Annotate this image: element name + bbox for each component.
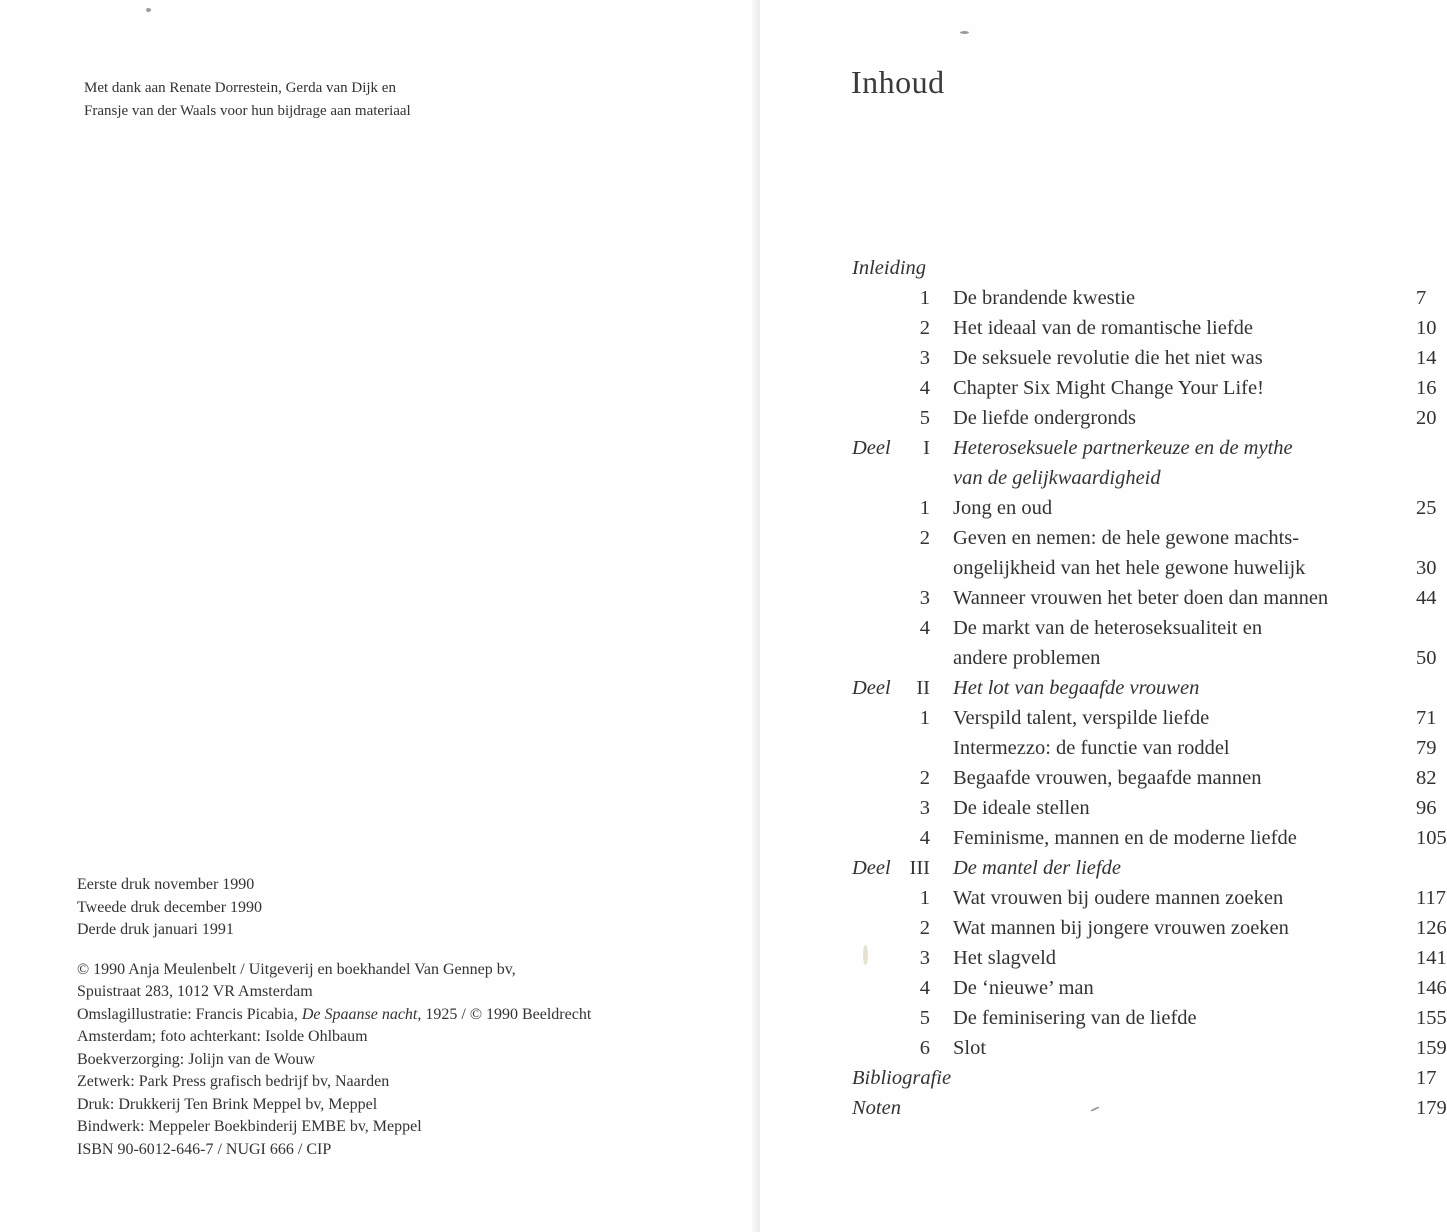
cover-credit-prefix: Omslagillustratie: Francis Picabia, (77, 1005, 302, 1023)
toc-row (0, 643, 1440, 673)
toc-chapter-number: 6 (919, 1037, 930, 1059)
credit-line: Zetwerk: Park Press grafisch bedrijf bv, Naarden (77, 1073, 390, 1090)
toc-section-label: Deel (852, 857, 891, 879)
toc-row (0, 613, 1440, 643)
toc-page-number: 79 (1416, 737, 1437, 759)
toc-page-number: 179 (1416, 1097, 1447, 1119)
paper-speck (146, 8, 151, 12)
toc-row (0, 463, 1440, 493)
toc-page-number: 14 (1416, 347, 1437, 369)
copyright-line: © 1990 Anja Meulenbelt / Uitgeverij en boekhandel Van Gennep bv, (77, 960, 516, 978)
toc-chapter-title: Het ideaal van de romantische liefde (953, 317, 1253, 339)
toc-chapter-title: Het slagveld (953, 947, 1057, 969)
toc-row (0, 763, 1440, 793)
toc-row (0, 253, 1440, 283)
toc-chapter-number: 3 (919, 587, 930, 609)
toc-chapter-number: III (909, 857, 930, 879)
toc-page-number: 25 (1416, 497, 1437, 519)
toc-chapter-number: 4 (919, 827, 930, 849)
toc-page-number: 50 (1416, 647, 1437, 669)
toc-chapter-title: De liefde ondergronds (953, 407, 1136, 429)
toc-chapter-title: De seksuele revolutie die het niet was (953, 347, 1263, 369)
printing-line: Tweede druk december 1990 (77, 898, 263, 916)
toc-row (0, 1003, 1447, 1033)
toc-row (0, 493, 1440, 523)
toc-row (0, 883, 1446, 913)
toc-chapter-title: Het lot van begaafde vrouwen (953, 677, 1200, 699)
toc-chapter-title: Begaafde vrouwen, begaafde mannen (953, 767, 1262, 789)
toc-chapter-number: 5 (919, 1007, 930, 1029)
credit-line: Boekverzorging: Jolijn van de Wouw (77, 1050, 316, 1068)
toc-page-number: 10 (1416, 317, 1437, 339)
toc-chapter-number: 3 (919, 347, 930, 369)
toc-page-number: 30 (1416, 557, 1437, 579)
toc-chapter-title: Intermezzo: de functie van roddel (953, 737, 1230, 759)
toc-chapter-title: van de gelijkwaardigheid (953, 467, 1161, 489)
toc-row (0, 673, 1440, 703)
toc-row (0, 523, 1440, 553)
toc-chapter-title: Verspild talent, verspilde liefde (953, 707, 1210, 729)
toc-page-number: 146 (1416, 977, 1447, 999)
toc-section-label: Bibliografie (852, 1067, 952, 1089)
toc-row (0, 733, 1440, 763)
toc-page-number: 20 (1416, 407, 1437, 429)
toc-page-number: 96 (1416, 797, 1437, 819)
toc-row (0, 553, 1440, 583)
toc-page-number: 71 (1416, 707, 1437, 729)
toc-chapter-title: De feminisering van de liefde (953, 1007, 1197, 1029)
toc-chapter-title: De ‘nieuwe’ man (953, 977, 1094, 999)
acknowledgement-line: Met dank aan Renate Dorrestein, Gerda van Dijk en (84, 80, 396, 96)
toc-section-label: Deel (852, 677, 891, 699)
table-of-contents (0, 253, 1447, 1123)
toc-chapter-number: I (923, 437, 930, 459)
toc-page-number: 16 (1416, 377, 1437, 399)
toc-chapter-title: De markt van de heteroseksualiteit en (953, 617, 1263, 639)
toc-row (0, 1063, 1440, 1093)
toc-chapter-title: Wat vrouwen bij oudere mannen zoeken (953, 887, 1284, 909)
toc-row (0, 853, 1440, 883)
toc-chapter-number: II (916, 677, 930, 699)
toc-chapter-number: 2 (919, 767, 930, 789)
toc-page-number: 105 (1416, 827, 1447, 849)
toc-row (0, 1033, 1447, 1063)
toc-page-number: 155 (1416, 1007, 1447, 1029)
page-title: Inhoud (851, 64, 945, 100)
toc-chapter-title: De mantel der liefde (953, 857, 1121, 879)
toc-chapter-number: 3 (919, 797, 930, 819)
toc-row (0, 433, 1440, 463)
toc-row (0, 313, 1440, 343)
toc-row (0, 703, 1440, 733)
toc-chapter-number: 4 (919, 977, 930, 999)
toc-chapter-number: 4 (919, 377, 930, 399)
toc-chapter-number: 4 (919, 617, 930, 639)
toc-chapter-title: Wanneer vrouwen het beter doen dan mannen (953, 587, 1329, 609)
toc-row (0, 973, 1447, 1003)
acknowledgement-line: Fransje van der Waals voor hun bijdrage aan materiaal (84, 103, 411, 119)
toc-page-number: 17 (1416, 1067, 1437, 1089)
toc-page-number: 141 (1416, 947, 1447, 969)
cover-credit-suffix: , 1925 / © 1990 Beeldrecht (417, 1005, 592, 1023)
toc-chapter-title: Geven en nemen: de hele gewone machts- (953, 527, 1300, 549)
toc-section-label: Noten (852, 1097, 901, 1119)
isbn-line: ISBN 90-6012-646-7 / NUGI 666 / CIP (77, 1140, 332, 1158)
cover-work-title: De Spaanse nacht (301, 1005, 418, 1023)
toc-row (0, 793, 1440, 823)
credit-line: Druk: Drukkerij Ten Brink Meppel bv, Meppel (77, 1095, 378, 1113)
credit-line: Bindwerk: Meppeler Boekbinderij EMBE bv, Meppel (77, 1118, 422, 1135)
paper-speck (960, 31, 969, 34)
toc-row (0, 823, 1447, 853)
toc-chapter-number: 2 (919, 317, 930, 339)
toc-row (0, 943, 1447, 973)
toc-row (0, 1093, 1447, 1123)
toc-chapter-number: 1 (919, 497, 930, 519)
toc-row (0, 403, 1440, 433)
credit-line: Amsterdam; foto achterkant: Isolde Ohlbaum (77, 1028, 368, 1045)
toc-page-number: 117 (1416, 887, 1446, 909)
toc-chapter-number: 2 (919, 527, 930, 549)
toc-section-label: Inleiding (852, 257, 927, 279)
toc-row (0, 373, 1440, 403)
copyright-line: Spuistraat 283, 1012 VR Amsterdam (77, 983, 313, 1000)
toc-page-number: 126 (1416, 917, 1447, 939)
toc-chapter-title: Slot (953, 1037, 987, 1059)
toc-chapter-title: Chapter Six Might Change Your Life! (953, 377, 1264, 399)
toc-page-number: 82 (1416, 767, 1437, 789)
toc-chapter-number: 1 (919, 887, 930, 909)
printing-line: Derde druk januari 1991 (77, 921, 234, 938)
toc-chapter-number: 5 (919, 407, 930, 429)
toc-chapter-title: Heteroseksuele partnerkeuze en de mythe (953, 437, 1293, 459)
toc-page-number: 7 (1416, 287, 1427, 309)
toc-chapter-title: ongelijkheid van het hele gewone huwelijk (953, 557, 1306, 579)
toc-chapter-title: De brandende kwestie (953, 287, 1136, 309)
toc-chapter-title: Wat mannen bij jongere vrouwen zoeken (953, 917, 1289, 939)
toc-chapter-number: 2 (919, 917, 930, 939)
toc-chapter-title: andere problemen (953, 647, 1101, 669)
toc-page-number: 159 (1416, 1037, 1447, 1059)
toc-chapter-title: Jong en oud (953, 497, 1053, 519)
toc-chapter-number: 1 (919, 707, 930, 729)
toc-chapter-title: De ideale stellen (953, 797, 1090, 819)
toc-page-number: 44 (1416, 587, 1437, 609)
toc-row (0, 283, 1440, 313)
toc-row (0, 913, 1447, 943)
toc-section-label: Deel (852, 437, 891, 459)
acknowledgement (84, 77, 411, 123)
toc-chapter-number: 3 (919, 947, 930, 969)
toc-row (0, 583, 1440, 613)
toc-chapter-number: 1 (919, 287, 930, 309)
printing-line: Eerste druk november 1990 (77, 876, 255, 893)
toc-row (0, 343, 1440, 373)
toc-chapter-title: Feminisme, mannen en de moderne liefde (953, 827, 1297, 849)
